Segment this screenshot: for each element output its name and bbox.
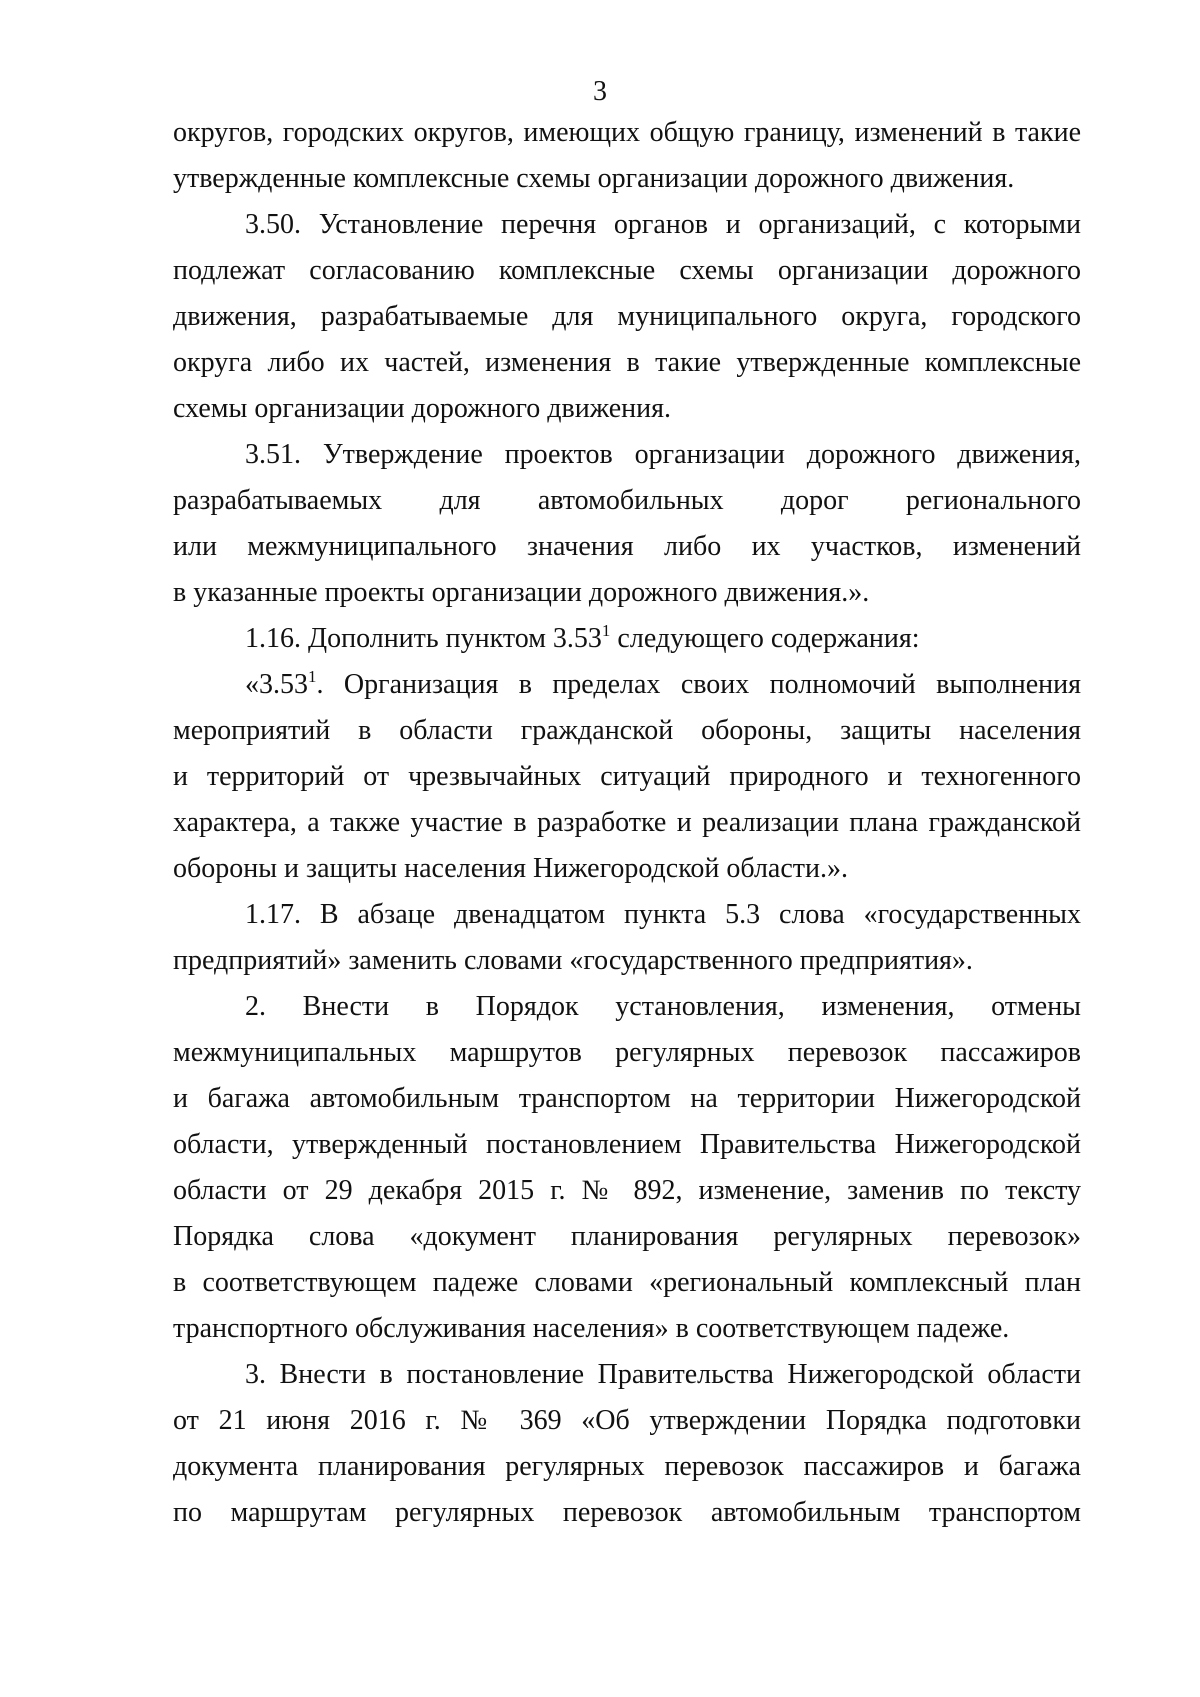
text-line: межмуниципальных маршрутов регулярных перевозок пассажиров [173,1037,1081,1068]
text-line: и багажа автомобильным транспортом на территории Нижегородской [173,1083,1081,1114]
text-line: Порядка слова «документ планирования регулярных перевозок» [173,1221,1081,1252]
text-line: движения, разрабатываемые для муниципального округа, городского [173,301,1081,332]
text-line: утвержденные комплексные схемы организации дорожного движения. [173,163,1015,194]
text-segment: 1.16. Дополнить пунктом 3.53 [245,623,602,654]
paragraph-1-17-first-line: 1.17. В абзаце двенадцатом пункта 5.3 слова «государственных [245,899,1081,930]
text-line: предприятий» заменить словами «государственного предприятия». [173,945,973,976]
text-line: от 21 июня 2016 г. № 369 «Об утверждении Порядка подготовки [173,1405,1081,1436]
text-line: схемы организации дорожного движения. [173,393,672,424]
text-segment: следующего содержания: [610,623,920,654]
text-line: области, утвержденный постановлением Правительства Нижегородской [173,1129,1081,1160]
text-line: транспортного обслуживания населения» в соответствующем падеже. [173,1313,1010,1344]
text-line: разрабатываемых для автомобильных дорог регионального [173,485,1081,516]
paragraph-3-53-1-first-line [245,665,1081,705]
paragraph-1-16 [245,619,1081,659]
text-line: в соответствующем падеже словами «региональный комплексный план [173,1267,1081,1298]
paragraph-3-50-first-line: 3.50. Установление перечня органов и организаций, с которыми [245,209,1081,240]
text-line: округа либо их частей, изменения в такие утвержденные комплексные [173,347,1081,378]
paragraph-3-first-line: 3. Внести в постановление Правительства Нижегородской области [245,1359,1081,1390]
page-number: 3 [593,76,607,107]
text-line: мероприятий в области гражданской обороны, защиты населения [173,715,1081,746]
text-line: документа планирования регулярных перевозок пассажиров и багажа [173,1451,1081,1482]
paragraph-3-51-first-line: 3.51. Утверждение проектов организации дорожного движения, [245,439,1081,470]
paragraph-2-first-line: 2. Внести в Порядок установления, изменения, отмены [245,991,1081,1022]
superscript: 1 [308,667,317,686]
text-line: области от 29 декабря 2015 г. № 892, изменение, заменив по тексту [173,1175,1081,1206]
text-line: округов, городских округов, имеющих общую границу, изменений в такие [173,117,1081,148]
text-line: характера, а также участие в разработке и реализации плана гражданской [173,807,1081,838]
text-line: или межмуниципального значения либо их участков, изменений [173,531,1081,562]
text-line: подлежат согласованию комплексные схемы организации дорожного [173,255,1081,286]
text-segment: «3.53 [245,669,308,700]
text-line: в указанные проекты организации дорожного движения.». [173,577,870,608]
text-segment: . Организация в пределах своих полномочий выполнения [316,669,1081,700]
text-line: обороны и защиты населения Нижегородской области.». [173,853,848,884]
text-line: по маршрутам регулярных перевозок автомобильным транспортом [173,1497,1081,1528]
text-line: и территорий от чрезвычайных ситуаций природного и техногенного [173,761,1081,792]
superscript: 1 [601,621,611,640]
